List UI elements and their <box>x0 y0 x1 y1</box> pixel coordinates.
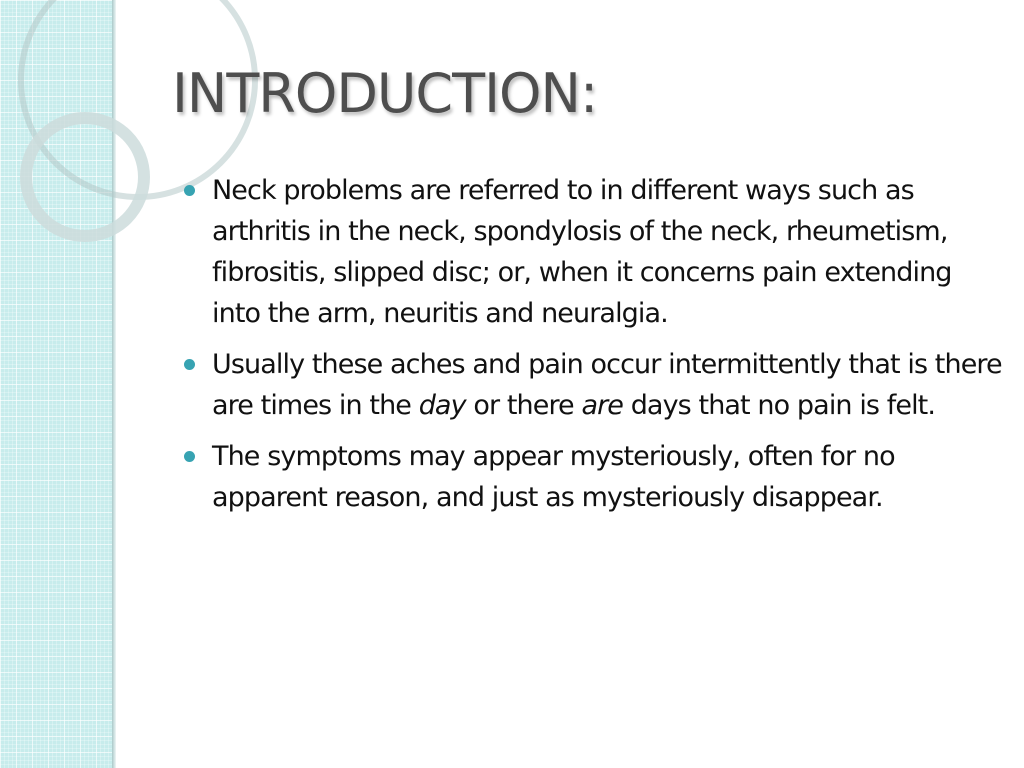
bullet-text-italic: day <box>418 390 466 421</box>
bullet-text: Neck problems are referred to in different ways such as arthritis in the neck, spondylosis of the neck, rheumetism, fibrositis, slipped disc; or, when it concerns pain extending into the arm, neuritis and neuralgia. <box>212 175 952 329</box>
bullet-text-part: days that no pain is felt. <box>623 390 936 421</box>
bullet-list <box>212 170 1002 528</box>
bullet-item-1 <box>212 170 1002 334</box>
bullet-item-2 <box>212 344 1002 426</box>
bullet-text-part: Usually these aches and pain occur intermittently that is there are times in the <box>212 349 1002 421</box>
bullet-dot-icon <box>184 359 195 370</box>
bullet-text: The symptoms may appear mysteriously, often for no apparent reason, and just as mysteriously disappear. <box>212 441 895 513</box>
bullet-dot-icon <box>184 185 195 196</box>
bullet-text-part: or there <box>465 390 582 421</box>
decorative-ring-small <box>20 112 150 242</box>
bullet-dot-icon <box>184 451 195 462</box>
bullet-text-italic: are <box>581 390 624 421</box>
bullet-item-3 <box>212 436 1002 518</box>
slide-title: INTRODUCTION: <box>172 62 598 125</box>
